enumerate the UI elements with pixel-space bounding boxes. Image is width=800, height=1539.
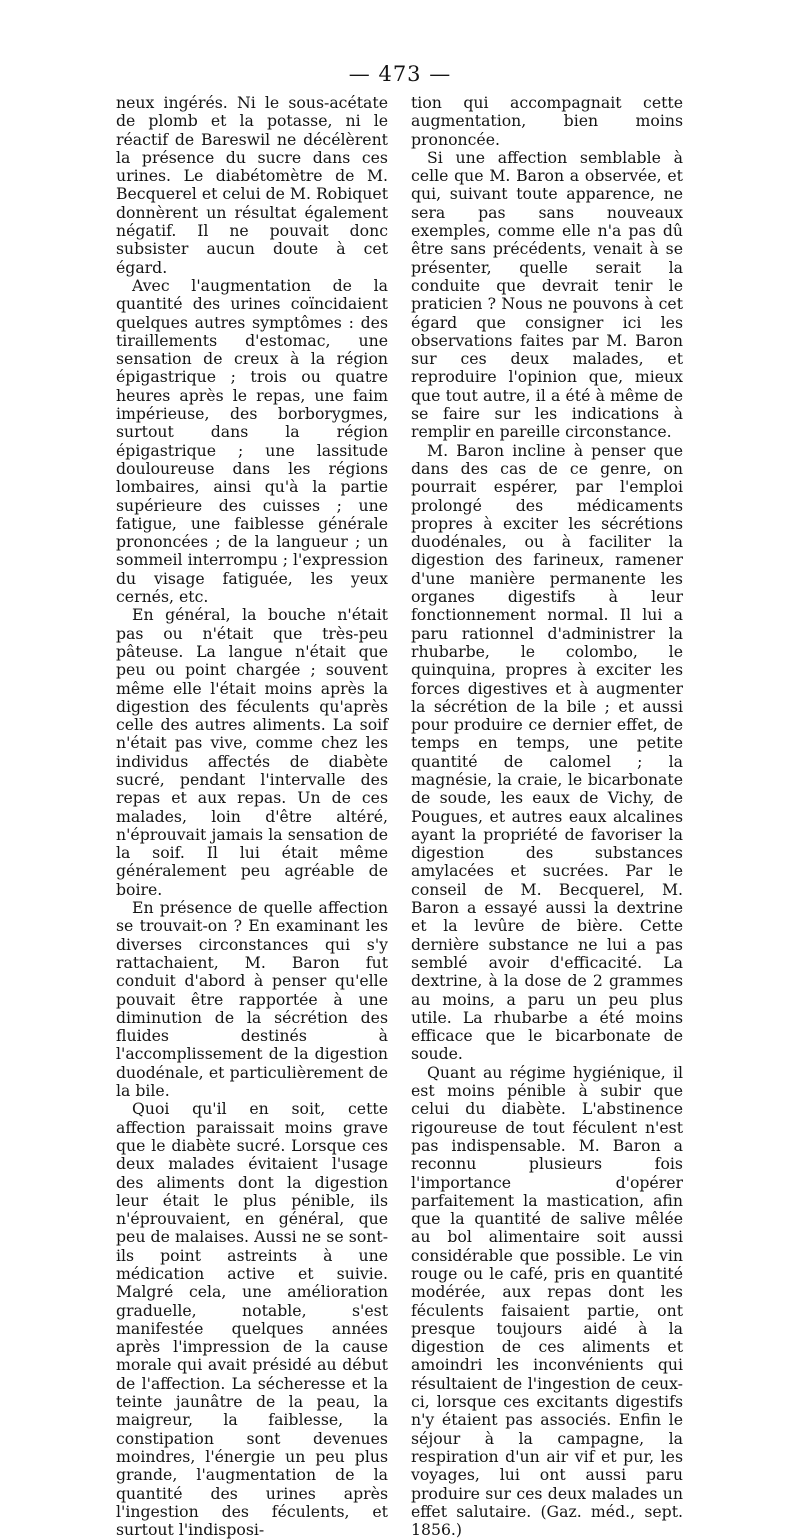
- paragraph: En présence de quelle affection se trouvait-on ? En examinant les diverses circonstances qui s'y rattachaient, M. Baron fut conduit d'abord à penser qu'elle pouvait être rapportée à une diminution de la sécrétion des fluides destinés à l'accomplissement de la digestion duodénale, et particulièrement de la bile.: [116, 898, 388, 1101]
- right-column: [411, 94, 683, 1539]
- page-number: — 473 —: [348, 62, 452, 86]
- paragraph: M. Baron incline à penser que dans des cas de ce genre, on pourrait espérer, par l'emploi prolongé des médicaments propres à exciter les sécrétions duodénales, ou à faciliter la digestion des farineux, ramener d'une manière permanente les organes digestifs à leur fonctionnement normal. Il lui a paru rationnel d'administrer la rhubarbe, le colombo, le quinquina, propres à exciter les forces digestives et à augmenter la sécrétion de la bile ; et aussi pour produire ce dernier effet, de temps en temps, une petite quantité de calomel ; la magnésie, la craie, le bicarbonate de soude, les eaux de Vichy, de Pougues, et autres eaux alcalines ayant la propriété de favoriser la digestion des substances amylacées et sucrées. Par le conseil de M. Becquerel, M. Baron a essayé aussi la dextrine et la levûre de bière. Cette dernière substance ne lui a pas semblé avoir d'efficacité. La dextrine, à la dose de 2 grammes au moins, a paru un peu plus utile. La rhubarbe a été moins efficace que le bicarbonate de soude.: [411, 440, 683, 1064]
- paragraph: tion qui accompagnait cette augmentation, bien moins prononcée.: [411, 93, 683, 149]
- paragraph: Quoi qu'il en soit, cette affection paraissait moins grave que le diabète sucré. Lorsque ces deux malades évitaient l'usage des aliments dont la digestion leur était le plus pénible, ils n'éprouvaient, en général, que peu de malaises. Aussi ne se sont-ils point astreints à une médication active et suivie. Malgré cela, une amélioration graduelle, notable, s'est manifestée quelques années après l'impression de la cause morale qui avait présidé au début de l'affection. La sécheresse et la teinte jaunâtre de la peau, la maigreur, la faiblesse, la constipation sont devenues moindres, l'énergie un peu plus grande, l'augmentation de la quantité des urines après l'ingestion des féculents, et surtout l'indisposi-: [116, 1099, 388, 1539]
- paragraph: Quant au régime hygiénique, il est moins pénible à subir que celui du diabète. L'abstinence rigoureuse de tout féculent n'est pas indispensable. M. Baron a reconnu plusieurs fois l'importance d'opérer parfaitement la mastication, afin que la quantité de salive mêlée au bol alimentaire soit aussi considérable que possible. Le vin rouge ou le café, pris en quantité modérée, aux repas dont les féculents faisaient partie, ont presque toujours aidé à la digestion de ces aliments et amoindri les inconvénients qui résultaient de l'ingestion de ceux-ci, lorsque ces excitants digestifs n'y étaient pas associés. Enfin le séjour à la campagne, la respiration d'un air vif et pur, les voyages, lui ont aussi paru produire sur ces deux malades un effet salutaire. (Gaz. méd., sept. 1856.): [411, 1062, 683, 1539]
- paragraph: Si une affection semblable à celle que M. Baron a observée, et qui, suivant toute apparence, ne sera pas sans nouveaux exemples, comme elle n'a pas dû être sans précédents, venait à se présenter, quelle serait la conduite que devrait tenir le praticien ? Nous ne pouvons à cet égard que consigner ici les observations faites par M. Baron sur ces deux malades, et reproduire l'opinion que, mieux que tout autre, il a été à même de se faire sur les indications à remplir en pareille circonstance.: [411, 147, 683, 442]
- paragraph: En général, la bouche n'était pas ou n'était que très-peu pâteuse. La langue n'était que peu ou point chargée ; souvent même elle l'était moins après la digestion des féculents qu'après celle des autres aliments. La soif n'était pas vive, comme chez les individus affectés de diabète sucré, pendant l'intervalle des repas et aux repas. Un de ces malades, loin d'être altéré, n'éprouvait jamais la sensation de la soif. Il lui était même généralement peu agréable de boire.: [116, 605, 388, 899]
- paragraph: neux ingérés. Ni le sous-acétate de plomb et la potasse, ni le réactif de Bareswil ne décélèrent la présence du sucre dans ces urines. Le diabétomètre de M. Becquerel et celui de M. Robiquet donnèrent un résultat également négatif. Il ne pouvait donc subsister aucun doute à cet égard.: [116, 93, 388, 277]
- paragraph: Avec l'augmentation de la quantité des urines coïncidaient quelques autres symptômes : des tiraillements d'estomac, une sensation de creux à la région épigastrique ; trois ou quatre heures après le repas, une faim impérieuse, des borborygmes, surtout dans la région épigastrique ; une lassitude douloureuse dans les régions lombaires, ainsi qu'à la partie supérieure des cuisses ; une fatigue, une faiblesse générale prononcées ; de la langueur ; un sommeil interrompu ; l'expression du visage fatiguée, les yeux cernés, etc.: [116, 275, 388, 607]
- left-column: [116, 94, 388, 1539]
